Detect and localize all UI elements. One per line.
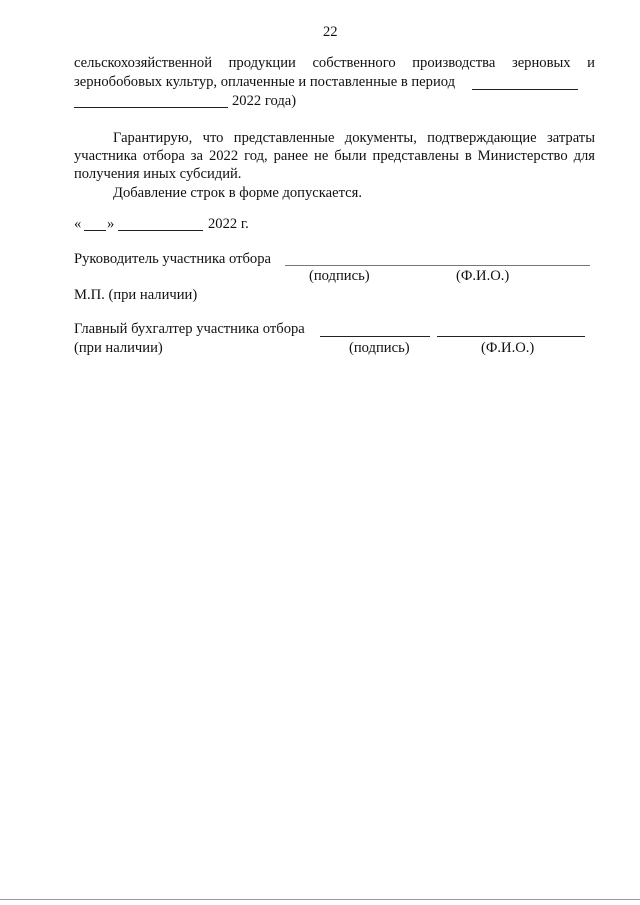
- date-open-quote: «: [74, 216, 82, 232]
- page-bottom-edge: [0, 899, 640, 900]
- chief-accountant-signature-caption: (подпись): [349, 340, 410, 356]
- page-number: 22: [323, 24, 338, 40]
- date-close-quote: »: [107, 216, 115, 232]
- chief-accountant-sublabel: (при наличии): [74, 340, 163, 356]
- guarantee-line-3: получения иных субсидий.: [74, 166, 242, 182]
- date-day-blank: [84, 230, 106, 231]
- period-end-blank: [74, 107, 228, 108]
- intro-line-3-suffix: 2022 года): [232, 93, 297, 109]
- chief-accountant-label: Главный бухгалтер участника отбора: [74, 321, 305, 337]
- guarantee-line-1: Гарантирую, что представленные документы, подтверждающие затраты: [113, 130, 595, 146]
- date-month-blank: [118, 230, 203, 231]
- period-start-blank: [472, 89, 578, 90]
- intro-line-2: зернобобовых культур, оплаченные и поставленные в период: [74, 74, 456, 90]
- head-signature-caption: (подпись): [309, 268, 370, 284]
- chief-accountant-name-caption: (Ф.И.О.): [481, 340, 535, 356]
- chief-accountant-signature-blank: [320, 336, 430, 337]
- head-name-caption: (Ф.И.О.): [456, 268, 510, 284]
- intro-line-1: сельскохозяйственной продукции собственного производства зерновых и: [74, 55, 595, 71]
- head-signature-blank: [285, 265, 590, 266]
- guarantee-line-2: участника отбора за 2022 год, ранее не были представлены в Министерство для: [74, 148, 595, 164]
- rows-note: Добавление строк в форме допускается.: [113, 185, 362, 201]
- stamp-note: М.П. (при наличии): [74, 287, 198, 303]
- chief-accountant-name-blank: [437, 336, 585, 337]
- head-signature-label: Руководитель участника отбора: [74, 251, 271, 267]
- date-year: 2022 г.: [208, 216, 249, 232]
